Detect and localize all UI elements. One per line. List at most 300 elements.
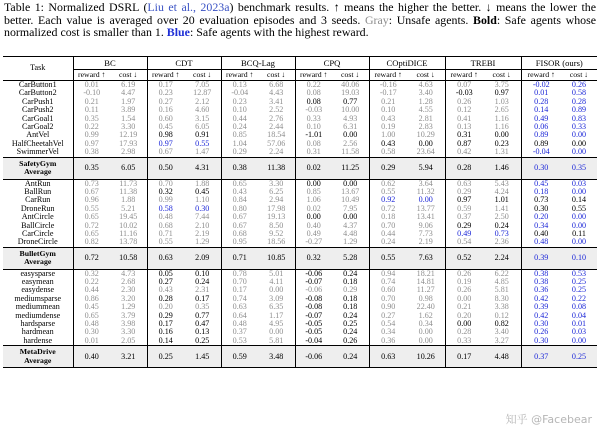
reward-cell: 0.27: [147, 98, 184, 106]
table-row: [3, 238, 597, 247]
reward-cell: 0.64: [221, 312, 258, 320]
average-word: Average: [24, 355, 52, 365]
cost-cell: 2.81: [418, 114, 433, 123]
reward-cell: 0.43: [221, 188, 258, 196]
reward-cell: 0.21: [445, 303, 483, 311]
reward-cell: 0.63: [221, 303, 258, 311]
cost-subheader: cost ↓: [407, 70, 445, 81]
reward-cell: 0.55: [369, 188, 407, 196]
reward-cell: -0.16: [369, 81, 407, 90]
reward-cell: 0.14: [521, 106, 561, 114]
cost-cell: 10.85: [258, 247, 295, 269]
average-word: Average: [24, 257, 52, 267]
cost-cell: 10.02: [119, 221, 138, 230]
cost-cell: 0.35: [195, 303, 210, 312]
table-row: [3, 89, 597, 97]
reward-cell: 0.10: [221, 106, 258, 114]
cost-cell: 17.93: [119, 139, 138, 148]
task-name: CarCircle: [22, 229, 54, 238]
task-name: mediummean: [15, 303, 60, 312]
task-name: CarGoal2: [22, 122, 54, 131]
reward-cell: -0.08: [295, 295, 332, 303]
reward-cell: 0.70: [221, 278, 258, 286]
cost-cell: 0.00: [418, 139, 433, 148]
reward-cell: 1.04: [221, 140, 258, 148]
reward-cell: 0.67: [221, 213, 258, 221]
cost-cell: 4.37: [343, 221, 358, 230]
cost-cell: 10.58: [110, 247, 147, 269]
caption-citation-link[interactable]: Liu et al., 2023a: [147, 0, 230, 14]
average-word: Average: [24, 167, 52, 177]
cost-cell: 11.32: [416, 187, 435, 196]
reward-cell: 0.59: [445, 205, 483, 213]
cost-cell: 1.10: [195, 196, 210, 205]
reward-cell: -0.04: [295, 337, 332, 346]
cost-cell: 0.55: [195, 139, 210, 148]
reward-cell: 0.89: [521, 131, 561, 139]
cost-cell: 2.76: [269, 114, 284, 123]
cost-cell: 2.65: [494, 106, 509, 115]
cost-cell: 19.13: [267, 213, 286, 222]
cost-cell: 10.49: [341, 196, 360, 205]
reward-cell: -0.08: [295, 303, 332, 311]
cost-cell: 0.14: [571, 196, 587, 205]
reward-cell: 0.45: [147, 123, 184, 131]
cost-cell: 0.33: [571, 122, 587, 131]
table-caption: [4, 1, 596, 39]
task-column-header: Task: [3, 57, 73, 81]
reward-cell: 0.02: [295, 157, 332, 179]
reward-cell: 0.40: [521, 230, 561, 238]
reward-cell: 0.18: [521, 188, 561, 196]
cost-cell: 2.19: [418, 238, 433, 247]
cost-subheader: cost ↓: [258, 70, 295, 81]
reward-cell: 0.00: [295, 179, 332, 188]
cost-cell: 3.89: [121, 106, 136, 115]
cost-subheader: cost ↓: [483, 70, 521, 81]
cost-cell: 0.03: [561, 179, 597, 188]
reward-cell: 0.82: [73, 238, 110, 247]
cost-cell: 0.23: [494, 139, 509, 148]
cost-cell: 2.50: [494, 213, 509, 222]
cost-cell: 0.25: [343, 319, 358, 329]
task-name: CarGoal1: [22, 114, 54, 123]
task-name: CarPush2: [22, 106, 54, 115]
reward-cell: 0.48: [521, 238, 561, 247]
cost-cell: 2.05: [121, 336, 136, 345]
reward-cell: 0.54: [369, 320, 407, 328]
table-body: [3, 81, 597, 368]
cost-cell: 0.00: [418, 196, 433, 205]
method-header-row: [3, 57, 597, 70]
reward-cell: 0.26: [445, 269, 483, 278]
cost-cell: 1.03: [494, 97, 509, 106]
reward-cell: 0.26: [521, 328, 561, 336]
cost-cell: 14.81: [416, 278, 435, 287]
table-row: [3, 303, 597, 311]
cost-cell: 0.00: [571, 336, 587, 345]
reward-cell: 0.44: [369, 230, 407, 238]
cost-cell: 3.38: [494, 303, 509, 312]
reward-cell: 0.25: [147, 346, 184, 368]
cost-cell: 0.00: [269, 328, 284, 337]
benchmark-name: SafetyGym: [19, 158, 57, 168]
reward-cell: 0.40: [73, 346, 110, 368]
cost-cell: 0.00: [343, 213, 358, 222]
cost-cell: 6.68: [269, 80, 284, 90]
reward-cell: 0.94: [369, 269, 407, 278]
cost-cell: 0.00: [571, 139, 587, 148]
reward-cell: 0.70: [369, 221, 407, 229]
cost-cell: 0.12: [494, 311, 509, 320]
reward-cell: 0.49: [521, 115, 561, 123]
cost-cell: 1.16: [494, 122, 509, 131]
cost-cell: 4.55: [418, 106, 433, 115]
cost-cell: 2.83: [418, 122, 433, 131]
table-row: [3, 148, 597, 157]
reward-cell: -0.06: [295, 346, 332, 368]
reward-cell: 0.37: [445, 213, 483, 221]
cost-subheader: cost ↓: [561, 70, 597, 81]
average-label: [3, 157, 73, 179]
reward-cell: 0.21: [369, 98, 407, 106]
reward-cell: 0.24: [221, 123, 258, 131]
reward-cell: 0.84: [221, 196, 258, 204]
task-name: easydense: [21, 286, 55, 295]
task-name: CarRun: [25, 196, 51, 205]
reward-cell: 0.30: [521, 157, 561, 179]
cost-cell: 4.31: [184, 157, 221, 179]
cost-cell: 7.63: [407, 247, 445, 269]
cost-cell: 13.67: [341, 187, 360, 196]
table-row: [3, 188, 597, 196]
reward-cell: 0.28: [147, 295, 184, 303]
reward-cell: 0.28: [521, 98, 561, 106]
cost-cell: 0.00: [571, 187, 587, 196]
reward-cell: 0.63: [369, 346, 407, 368]
caption-text-3: : Unsafe agents.: [388, 12, 474, 27]
cost-cell: 9.52: [269, 229, 284, 238]
cost-cell: 12.19: [119, 131, 138, 140]
cost-cell: 1.88: [121, 196, 136, 205]
reward-cell: 0.10: [295, 123, 332, 131]
reward-cell: 0.40: [295, 221, 332, 229]
average-label: [3, 247, 73, 269]
reward-cell: 0.01: [521, 89, 561, 97]
reward-cell: 0.67: [147, 148, 184, 157]
cost-cell: 3.41: [269, 97, 284, 106]
cost-cell: 3.98: [121, 319, 136, 329]
task-name: hardsparse: [20, 319, 56, 329]
cost-cell: 0.11: [572, 229, 586, 238]
reward-cell: 0.65: [221, 179, 258, 188]
reward-cell: 0.22: [295, 81, 332, 90]
cost-cell: 0.82: [494, 319, 509, 329]
reward-cell: 0.20: [521, 213, 561, 221]
cost-cell: 0.00: [571, 221, 587, 230]
reward-cell: 0.22: [73, 278, 110, 286]
cost-cell: 4.93: [343, 114, 358, 123]
reward-cell: 0.39: [521, 247, 561, 269]
cost-cell: 17.98: [267, 204, 286, 213]
reward-cell: 0.06: [521, 123, 561, 131]
reward-cell: 0.38: [521, 269, 561, 278]
reward-cell: 0.16: [147, 106, 184, 114]
reward-cell: 0.19: [445, 278, 483, 286]
benchmark-name: BulletGym: [19, 248, 56, 258]
reward-cell: 0.05: [147, 269, 184, 278]
cost-cell: 2.24: [269, 148, 284, 157]
reward-cell: 0.23: [147, 89, 184, 97]
reward-cell: 0.74: [221, 295, 258, 303]
reward-cell: 0.68: [147, 221, 184, 229]
cost-cell: 18.21: [407, 269, 445, 278]
cost-cell: 0.24: [343, 328, 358, 337]
reward-cell: 0.49: [295, 230, 332, 238]
reward-cell: 0.30: [521, 320, 561, 328]
reward-cell: 0.08: [295, 89, 332, 97]
reward-cell: -0.04: [221, 89, 258, 97]
reward-cell: 1.00: [369, 131, 407, 139]
cost-cell: 0.03: [571, 328, 587, 337]
cost-cell: 1.97: [121, 97, 136, 106]
cost-cell: 4.11: [269, 278, 284, 287]
reward-subheader: reward ↑: [221, 70, 258, 81]
reward-cell: 0.42: [445, 148, 483, 157]
reward-cell: 0.48: [221, 320, 258, 328]
table-row: [3, 312, 597, 320]
reward-cell: 0.29: [445, 221, 483, 229]
cost-cell: 0.18: [343, 303, 358, 312]
cost-cell: 4.48: [483, 346, 521, 368]
cost-cell: 11.16: [119, 229, 138, 238]
reward-cell: 0.71: [147, 230, 184, 238]
average-row: [3, 247, 597, 269]
reward-cell: 0.26: [445, 98, 483, 106]
cost-cell: 1.41: [494, 204, 509, 213]
cost-cell: 0.00: [571, 148, 587, 157]
reward-cell: 0.74: [369, 278, 407, 286]
task-name: easymean: [21, 278, 54, 287]
reward-cell: 0.97: [445, 196, 483, 204]
cost-cell: 8.50: [269, 221, 284, 230]
reward-cell: 0.98: [147, 131, 184, 139]
reward-cell: 0.50: [147, 157, 184, 179]
task-name: DroneCircle: [17, 238, 58, 247]
method-header: TREBI: [445, 57, 521, 70]
cost-cell: 3.40: [494, 328, 509, 337]
table-row: [3, 131, 597, 139]
reward-cell: 0.80: [221, 205, 258, 213]
reward-cell: 0.01: [73, 337, 110, 346]
cost-cell: 0.13: [195, 328, 210, 337]
reward-cell: 0.37: [221, 328, 258, 336]
cost-cell: 3.27: [494, 336, 509, 345]
cost-cell: 0.00: [571, 213, 587, 222]
reward-cell: 0.28: [445, 328, 483, 336]
reward-cell: 0.36: [521, 286, 561, 294]
table-row: [3, 98, 597, 106]
reward-cell: 0.21: [73, 98, 110, 106]
cost-cell: 19.03: [341, 89, 360, 98]
reward-cell: 0.16: [147, 328, 184, 336]
reward-cell: 0.30: [73, 328, 110, 336]
cost-cell: 0.18: [343, 278, 358, 287]
reward-cell: 0.43: [369, 140, 407, 148]
reward-cell: 0.48: [147, 213, 184, 221]
reward-cell: 0.63: [147, 247, 184, 269]
cost-cell: 1.31: [494, 148, 509, 157]
cost-cell: 2.56: [343, 139, 358, 148]
task-name: DroneRun: [20, 204, 55, 213]
cost-cell: 11.73: [110, 179, 147, 188]
cost-cell: 3.30: [121, 328, 136, 337]
reward-cell: 0.31: [445, 131, 483, 139]
cost-cell: 11.25: [332, 157, 369, 179]
reward-cell: -0.05: [295, 328, 332, 336]
cost-cell: 0.00: [269, 286, 284, 295]
cost-cell: 57.06: [267, 139, 286, 148]
reward-cell: 0.13: [445, 123, 483, 131]
cost-cell: 5.01: [258, 269, 295, 278]
cost-cell: 8.30: [494, 294, 509, 303]
reward-cell: 0.60: [147, 115, 184, 123]
cost-cell: 0.34: [418, 319, 433, 329]
reward-cell: 0.71: [221, 247, 258, 269]
cost-cell: 3.09: [269, 294, 284, 303]
caption-blue-key: Blue: [166, 25, 190, 40]
reward-cell: 0.28: [445, 157, 483, 179]
cost-cell: 18.54: [267, 131, 286, 140]
reward-cell: 0.07: [445, 81, 483, 90]
cost-cell: 2.10: [195, 221, 210, 230]
cost-cell: 2.30: [121, 286, 136, 295]
reward-cell: 0.63: [445, 179, 483, 188]
reward-cell: 0.86: [73, 295, 110, 303]
cost-cell: 0.53: [561, 269, 597, 278]
reward-cell: 0.17: [445, 346, 483, 368]
caption-text-2: ) benchmark results. ↑ means the higher the better. ↓ means the lower the better. Each value is averaged over 20 evaluation episodes and 3 seeds.: [4, 0, 596, 27]
cost-cell: 0.00: [332, 179, 369, 188]
cost-cell: 4.24: [494, 187, 509, 196]
table-row: [3, 278, 597, 286]
reward-cell: 0.23: [221, 98, 258, 106]
method-header: CPQ: [295, 57, 369, 70]
task-name: hardense: [23, 336, 53, 345]
reward-cell: 0.72: [73, 247, 110, 269]
reward-cell: 0.73: [73, 179, 110, 188]
cost-cell: 11.38: [258, 157, 295, 179]
reward-cell: 0.39: [521, 303, 561, 311]
cost-cell: 0.22: [571, 294, 587, 303]
reward-cell: 0.08: [295, 98, 332, 106]
cost-cell: 6.05: [195, 122, 210, 131]
reward-cell: 0.55: [369, 247, 407, 269]
cost-cell: 10.00: [341, 106, 360, 115]
reward-cell: 0.49: [445, 230, 483, 238]
cost-cell: 0.35: [561, 157, 597, 179]
cost-cell: 0.00: [494, 131, 509, 140]
reward-cell: 0.31: [295, 148, 332, 157]
cost-cell: 0.55: [571, 204, 587, 213]
table-row: [3, 140, 597, 148]
task-name: mediumdense: [15, 311, 61, 320]
reward-cell: 0.59: [221, 346, 258, 368]
cost-cell: 4.47: [121, 89, 136, 98]
reward-cell: 0.01: [73, 81, 110, 90]
cost-cell: 2.12: [195, 97, 210, 106]
cost-cell: 13.41: [416, 213, 435, 222]
reward-cell: 0.96: [73, 196, 110, 204]
reward-cell: 0.17: [147, 320, 184, 328]
cost-cell: 0.45: [195, 187, 210, 196]
cost-cell: 3.75: [494, 80, 509, 90]
cost-cell: 0.08: [571, 303, 587, 312]
reward-cell: 0.67: [221, 221, 258, 229]
reward-cell: 0.29: [147, 312, 184, 320]
cost-cell: 2.52: [269, 106, 284, 115]
reward-cell: 0.90: [369, 303, 407, 311]
caption-gray-key: Gray: [364, 12, 389, 27]
cost-cell: 2.09: [184, 247, 221, 269]
cost-cell: 0.73: [494, 229, 509, 238]
reward-cell: -0.02: [521, 81, 561, 90]
cost-cell: 0.00: [418, 336, 433, 345]
reward-cell: 0.85: [295, 188, 332, 196]
reward-subheader: reward ↑: [147, 70, 184, 81]
reward-subheader: reward ↑: [521, 70, 561, 81]
reward-cell: 0.35: [73, 157, 110, 179]
reward-cell: 0.33: [295, 115, 332, 123]
reward-cell: 0.48: [73, 320, 110, 328]
table-row: [3, 269, 597, 278]
cost-cell: 2.19: [195, 229, 210, 238]
reward-cell: 0.72: [369, 205, 407, 213]
cost-cell: 10.29: [416, 131, 435, 140]
caption-text-4: : Safe agents whose normalized cost is smaller than 1.: [4, 12, 597, 40]
reward-cell: -0.27: [295, 238, 332, 247]
reward-cell: 0.36: [369, 337, 407, 346]
reward-cell: 0.99: [73, 131, 110, 139]
reward-cell: 0.65: [73, 213, 110, 221]
cost-cell: 18.56: [267, 238, 286, 247]
reward-cell: 0.20: [147, 303, 184, 311]
results-table: [3, 56, 597, 368]
cost-cell: 0.25: [571, 286, 587, 295]
task-name: BallRun: [24, 187, 52, 196]
cost-cell: 0.28: [571, 97, 587, 106]
average-label: [3, 346, 73, 368]
cost-cell: 0.17: [195, 294, 210, 303]
cost-cell: 6.05: [110, 157, 147, 179]
cost-cell: 1.29: [195, 238, 210, 247]
cost-cell: 0.00: [418, 328, 433, 337]
reward-cell: -0.06: [295, 269, 332, 278]
benchmark-name: MetaDrive: [19, 347, 56, 357]
table-row: [3, 179, 597, 188]
cost-cell: 0.01: [571, 319, 587, 329]
reward-cell: 0.17: [221, 286, 258, 294]
cost-cell: 1.29: [121, 303, 136, 312]
reward-cell: 0.41: [445, 115, 483, 123]
reward-cell: 0.35: [73, 115, 110, 123]
cost-cell: 0.24: [332, 269, 369, 278]
task-name: easysparse: [3, 269, 73, 278]
reward-cell: 0.20: [445, 312, 483, 320]
cost-cell: 11.27: [416, 286, 435, 295]
cost-cell: 7.73: [418, 229, 433, 238]
cost-cell: 1.29: [343, 238, 358, 247]
